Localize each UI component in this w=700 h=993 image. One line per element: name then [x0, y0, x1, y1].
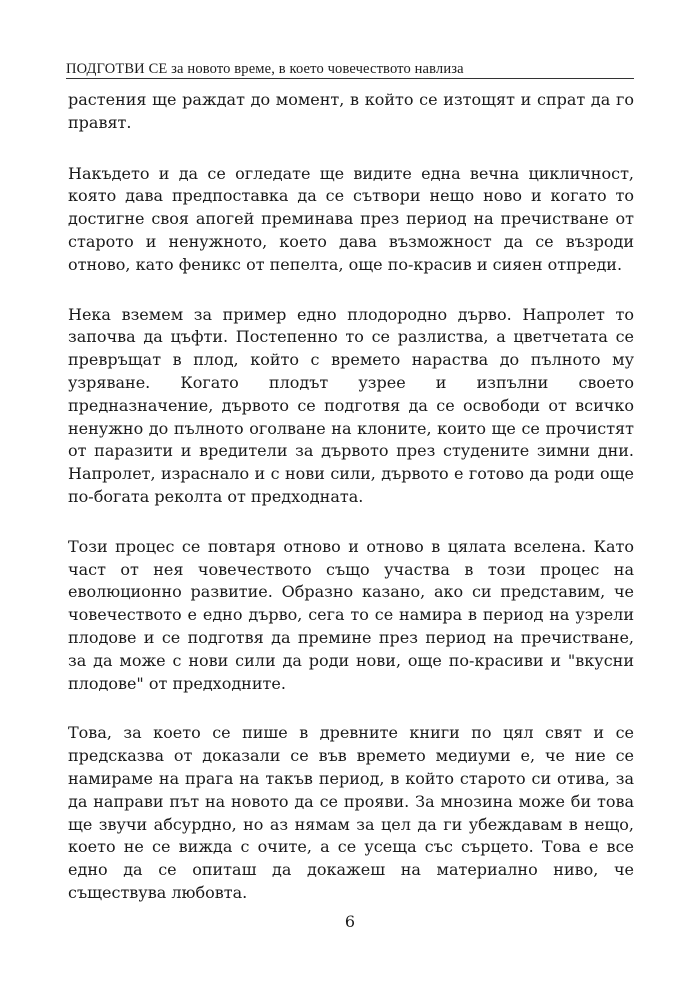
paragraph-2: Накъдето и да се огледате ще видите една вечна цикличност, която дава предпоставка да се сътвори нещо ново и когато то достигне своя апогей преминава през период на пречистване от старото и ненужното, което дава възможност да се възроди отново, като феникс от пепелта, още по-красив и сияен отпреди.: [68, 163, 634, 274]
paragraph-4: Този процес се повтаря отново и отново в цялата вселена. Като част от нея човечеството също участва в този процес на еволюционно развитие. Образно казано, ако си представим, че човечеството е едно дърво, сега то се намира в период на узрели плодове и се подготвя да премине през период на пречистване, за да може с нови сили да роди нови, още по-красиви и "вкусни плодове" от предходните.: [68, 536, 634, 693]
page-number: 6: [344, 912, 356, 931]
running-header: ПОДГОТВИ СЕ за новото време, в което човечеството навлиза: [66, 61, 464, 77]
header-rule: [66, 78, 634, 79]
body-text: [68, 89, 634, 905]
paragraph-5: Това, за което се пише в древните книги по цял свят и се предсказва от доказали се във времето медиуми е, че ние се намираме на прага на такъв период, в който старото си отива, за да направи път на новото да се прояви. За мнозина може би това ще звучи абсурдно, но аз нямам за цел да ги убеждавам в нещо, което не се вижда с очите, а се усеща със сърцето. Това е все едно да се опиташ да докажеш на материално ниво, че съществува любовта.: [68, 723, 634, 902]
paragraph-3: Нека вземем за пример едно плодородно дърво. Напролет то започва да цъфти. Постепенно то се разлиства, а цветчетата се превръщат в плод, който с времето нараства до пълното му узряване. Когато плодът узрее и изпълни своето предназначение, дървото се подготвя да се освободи от всичко ненужно до пълното оголване на клоните, които ще се прочистят от паразити и вредители за дървото през студените зимни дни. Напролет, израснало и с нови сили, дървото е готово да роди още по-богата реколта от предходната.: [68, 304, 634, 506]
paragraph-1: растения ще раждат до момент, в който се изтощят и спрат да го правят.: [68, 90, 634, 132]
